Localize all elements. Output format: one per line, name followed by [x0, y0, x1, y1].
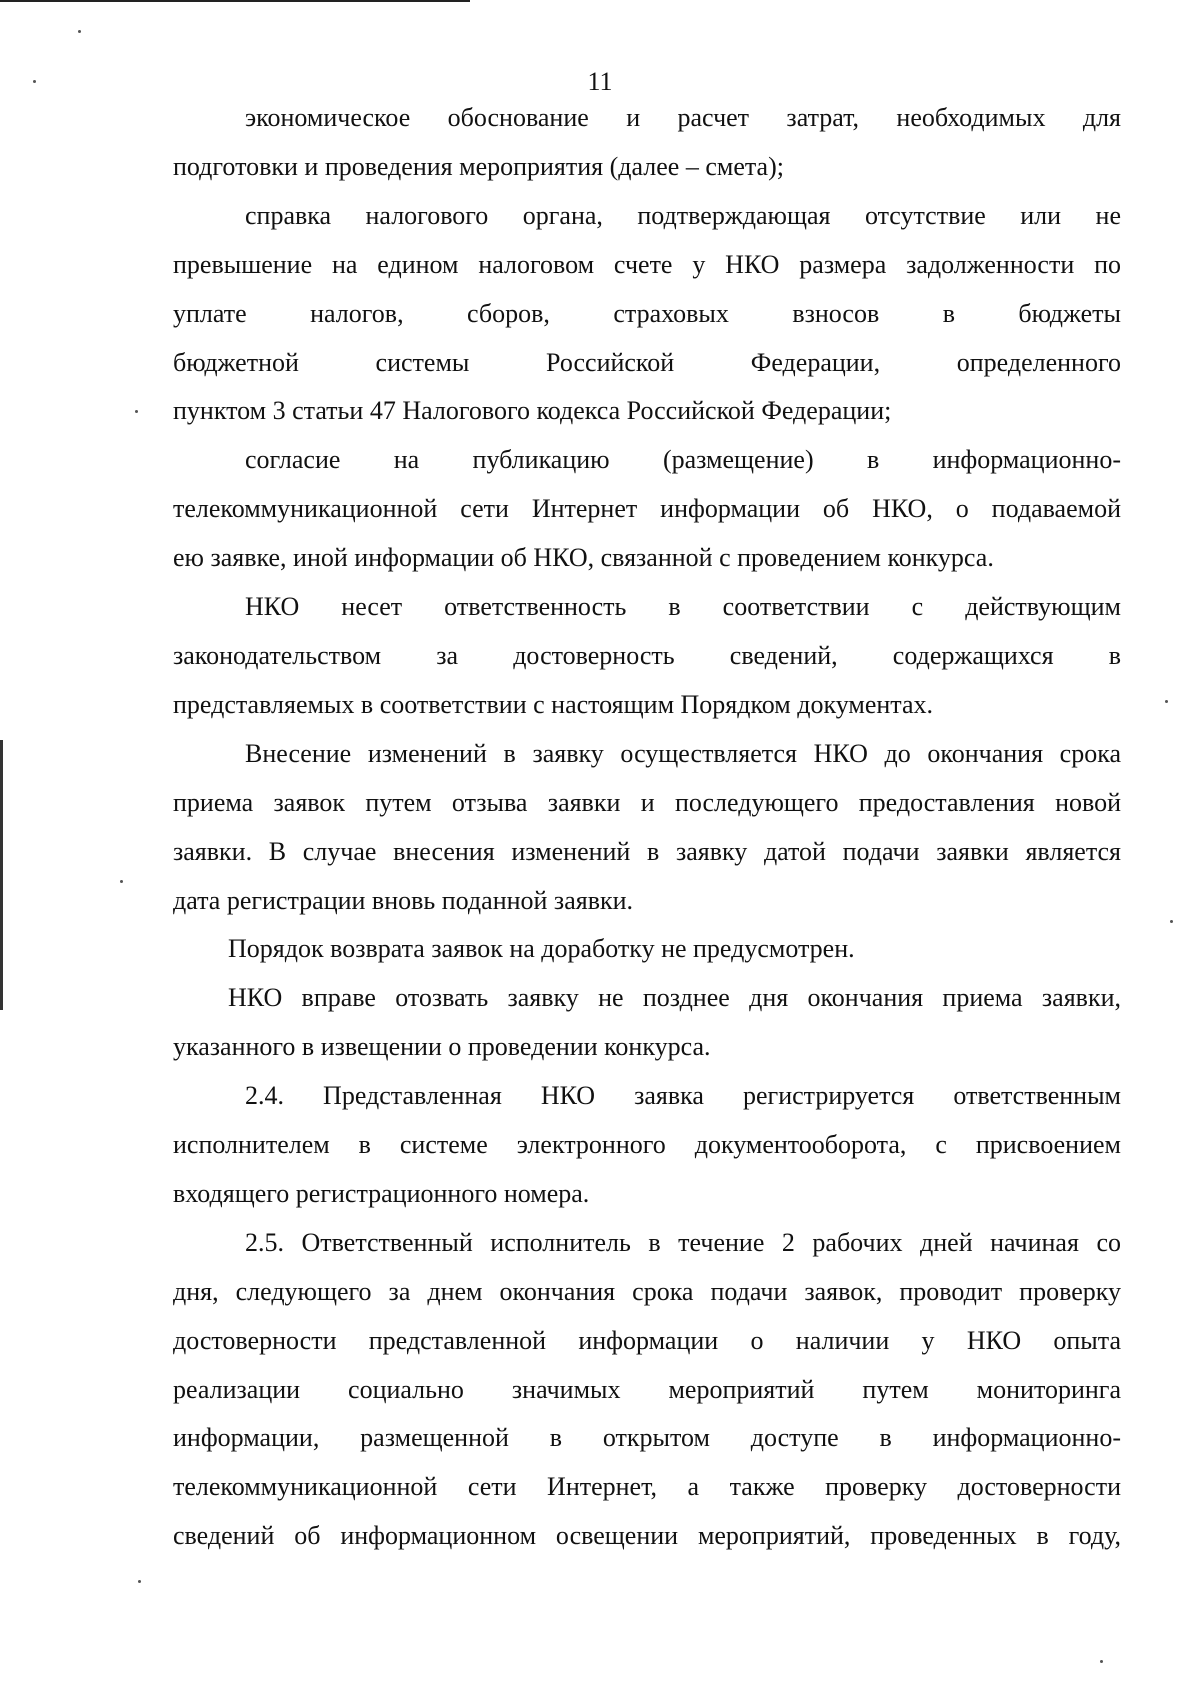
- text-line: Порядок возврата заявок на доработку не предусмотрен.: [228, 934, 855, 964]
- text-line: 2.4. Представленная НКО заявка регистрируется ответственным: [245, 1081, 1121, 1111]
- page-number: 11: [587, 67, 613, 96]
- text-line: НКО вправе отозвать заявку не позднее дня окончания приема заявки,: [228, 983, 1121, 1013]
- text-line: бюджетной системы Российской Федерации, определенного: [173, 347, 1121, 377]
- text-line: указанного в извещении о проведении конкурса.: [173, 1032, 711, 1062]
- text-line: подготовки и проведения мероприятия (далее – смета);: [173, 151, 784, 181]
- scan-left-edge: [0, 740, 3, 1010]
- text-line: Внесение изменений в заявку осуществляется НКО до окончания срока: [245, 738, 1121, 768]
- scan-edge-line: [0, 0, 470, 2]
- text-line: входящего регистрационного номера.: [173, 1178, 590, 1208]
- scan-speck: [1170, 920, 1173, 923]
- text-line: превышение на едином налоговом счете у НКО размера задолженности по: [173, 249, 1121, 279]
- scan-speck: [78, 30, 81, 33]
- scan-speck: [33, 80, 36, 83]
- text-line: телекоммуникационной сети Интернет, а также проверку достоверности: [173, 1472, 1121, 1502]
- text-line: дата регистрации вновь поданной заявки.: [173, 885, 634, 915]
- text-line: сведений об информационном освещении мероприятий, проведенных в году,: [173, 1521, 1121, 1551]
- text-line: законодательством за достоверность сведений, содержащихся в: [173, 640, 1121, 670]
- text-line: ею заявке, иной информации об НКО, связанной с проведением конкурса.: [173, 543, 994, 573]
- scan-speck: [135, 410, 138, 413]
- text-line: телекоммуникационной сети Интернет информации об НКО, о подаваемой: [173, 494, 1121, 524]
- scan-speck: [1100, 1660, 1103, 1663]
- scan-speck: [1165, 700, 1168, 703]
- text-line: справка налогового органа, подтверждающая отсутствие или не: [245, 200, 1121, 230]
- text-line: уплате налогов, сборов, страховых взносов в бюджеты: [173, 298, 1121, 328]
- text-line: пунктом 3 статьи 47 Налогового кодекса Российской Федерации;: [173, 396, 892, 426]
- text-line: 2.5. Ответственный исполнитель в течение 2 рабочих дней начиная со: [245, 1227, 1121, 1257]
- text-line: экономическое обоснование и расчет затрат, необходимых для: [245, 103, 1121, 132]
- text-line: исполнителем в системе электронного документооборота, с присвоением: [173, 1130, 1121, 1160]
- scan-speck: [138, 1580, 141, 1583]
- text-line: достоверности представленной информации о наличии у НКО опыта: [173, 1325, 1121, 1355]
- text-line: реализации социально значимых мероприятий путем мониторинга: [173, 1374, 1121, 1404]
- text-line: информации, размещенной в открытом доступе в информационно-: [173, 1423, 1121, 1453]
- scan-speck: [120, 880, 123, 883]
- text-line: приема заявок путем отзыва заявки и последующего предоставления новой: [173, 787, 1121, 817]
- text-line: заявки. В случае внесения изменений в заявку датой подачи заявки является: [173, 836, 1121, 866]
- document-body: [173, 94, 1121, 1561]
- text-line: дня, следующего за днем окончания срока подачи заявок, проводит проверку: [173, 1276, 1121, 1306]
- text-line: представляемых в соответствии с настоящим Порядком документах.: [173, 689, 934, 719]
- text-line: НКО несет ответственность в соответствии с действующим: [245, 592, 1121, 622]
- text-line: согласие на публикацию (размещение) в информационно-: [245, 445, 1121, 475]
